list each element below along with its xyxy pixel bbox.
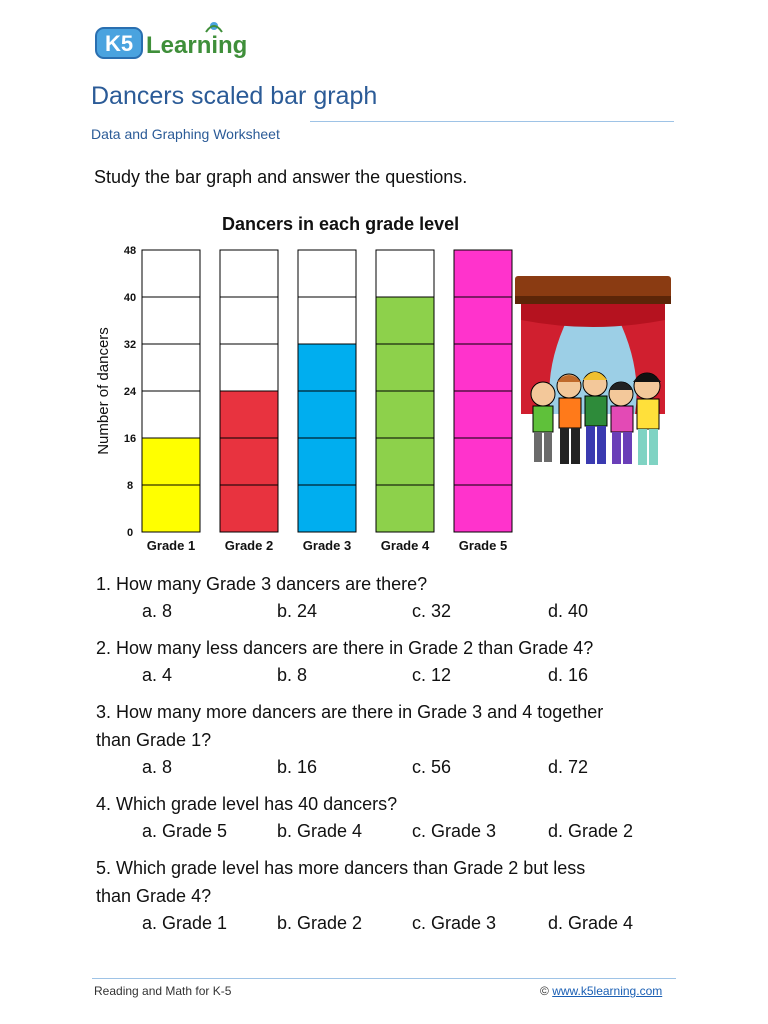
- q4-option-a[interactable]: a. Grade 5: [142, 821, 228, 841]
- q2-option-a[interactable]: a. 4: [142, 665, 173, 685]
- y-tick-label: 40: [123, 292, 137, 304]
- q3-option-d[interactable]: d. 72: [548, 757, 589, 777]
- question-4: [96, 790, 696, 818]
- y-tick-label: 0: [126, 527, 134, 539]
- page-subtitle: Data and Graphing Worksheet: [91, 126, 280, 142]
- q4-option-b[interactable]: b. Grade 4: [277, 821, 363, 841]
- footer-website-link[interactable]: www.k5learning.com: [552, 984, 663, 998]
- x-tick-label: Grade 4: [380, 538, 430, 553]
- question-5-text: 5. Which grade level has more dancers than Grade 2 but less: [96, 858, 586, 878]
- chart-title: Dancers in each grade level: [222, 214, 460, 234]
- q5-option-b[interactable]: b. Grade 2: [277, 913, 363, 933]
- x-tick-label: Grade 1: [146, 538, 196, 553]
- logo-learning-text: Learning: [146, 32, 248, 59]
- question-1-text: 1. How many Grade 3 dancers are there?: [96, 574, 428, 594]
- q1-option-c[interactable]: c. 32: [412, 601, 452, 621]
- q1-option-b[interactable]: b. 24: [277, 601, 318, 621]
- q2-option-b[interactable]: b. 8: [277, 665, 308, 685]
- dancers-stage-illustration: [503, 274, 683, 484]
- question-3-text: 3. How many more dancers are there in Grade 3 and 4 together: [96, 702, 604, 722]
- q2-option-c[interactable]: c. 12: [412, 665, 452, 685]
- copyright-symbol: ©: [540, 984, 549, 998]
- footer-copyright: [540, 984, 662, 998]
- q4-option-c[interactable]: c. Grade 3: [412, 821, 497, 841]
- instructions: Study the bar graph and answer the questions.: [94, 167, 468, 187]
- page-title: Dancers scaled bar graph: [91, 82, 378, 110]
- y-tick-label: 16: [123, 433, 137, 445]
- question-1: [96, 570, 696, 598]
- q3-option-c[interactable]: c. 56: [412, 757, 452, 777]
- q2-option-d[interactable]: d. 16: [548, 665, 589, 685]
- x-tick-label: Grade 3: [302, 538, 352, 553]
- x-tick-label: Grade 5: [458, 538, 508, 553]
- y-axis-label: Number of dancers: [95, 327, 112, 455]
- header-divider: [310, 121, 674, 122]
- bar-grade-2: [220, 391, 278, 532]
- question-3: [96, 698, 696, 754]
- question-2-text: 2. How many less dancers are there in Grade 2 than Grade 4?: [96, 638, 594, 658]
- q5-option-a[interactable]: a. Grade 1: [142, 913, 228, 933]
- q1-option-a[interactable]: a. 8: [142, 601, 173, 621]
- question-4-text: 4. Which grade level has 40 dancers?: [96, 794, 398, 814]
- y-tick-label: 8: [126, 480, 134, 492]
- q3-option-a[interactable]: a. 8: [142, 757, 173, 777]
- q4-option-d[interactable]: d. Grade 2: [548, 821, 634, 841]
- q3-option-b[interactable]: b. 16: [277, 757, 318, 777]
- chart-svg: [92, 210, 522, 560]
- bar-grade-4: [376, 297, 434, 532]
- q5-option-d[interactable]: d. Grade 4: [548, 913, 634, 933]
- footer-tagline: Reading and Math for K-5: [94, 984, 232, 998]
- bar-chart: [92, 210, 522, 560]
- question-2: [96, 634, 696, 662]
- question-5-text-line2: than Grade 4?: [96, 886, 212, 906]
- footer-divider: [92, 978, 676, 979]
- y-tick-label: 32: [123, 339, 137, 351]
- y-tick-label: 24: [123, 386, 137, 398]
- k5-learning-logo: [94, 18, 264, 66]
- question-3-text-line2: than Grade 1?: [96, 730, 212, 750]
- question-5: [96, 854, 696, 910]
- x-tick-label: Grade 2: [224, 538, 274, 553]
- q1-option-d[interactable]: d. 40: [548, 601, 589, 621]
- logo-k5-text: K5: [104, 31, 134, 56]
- y-tick-label: 48: [123, 245, 137, 257]
- q5-option-c[interactable]: c. Grade 3: [412, 913, 497, 933]
